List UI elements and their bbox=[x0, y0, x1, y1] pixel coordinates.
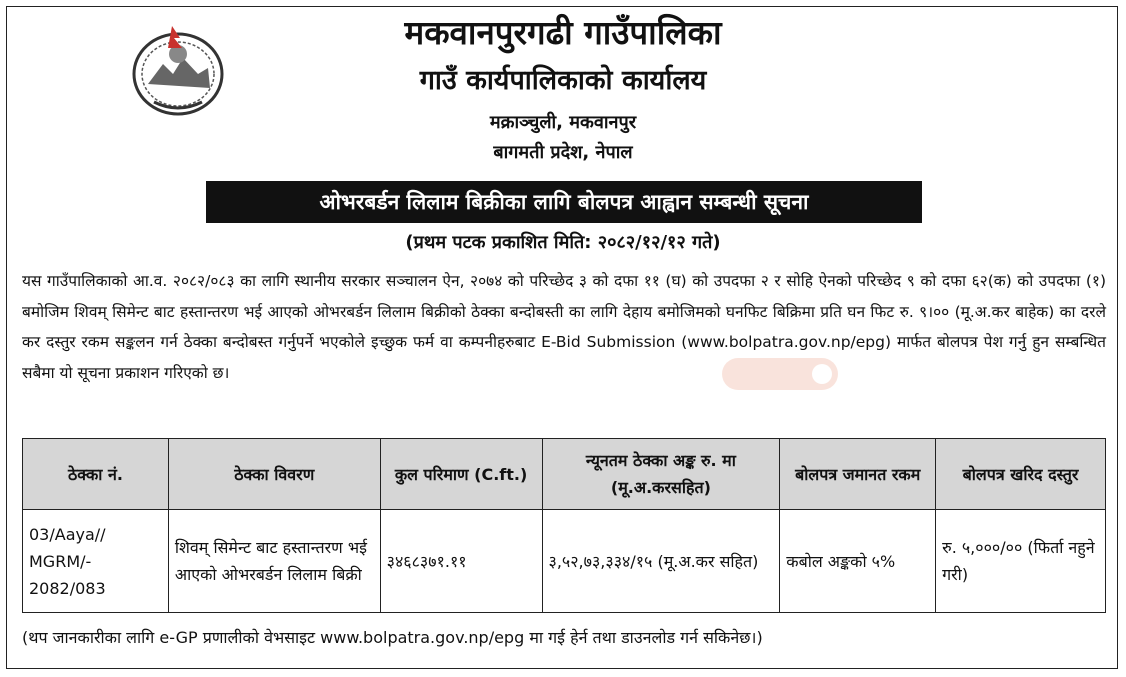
address-line-2: बागमती प्रदेश, नेपाल bbox=[493, 142, 633, 163]
cell-bid-fee: रु. ५,०००/०० (फिर्ता नहुने गरी) bbox=[936, 510, 1106, 613]
cell-contract-no: 03/Aaya// MGRM/- 2082/083 bbox=[23, 510, 169, 613]
office-title: गाउँ कार्यपालिकाको कार्यालय bbox=[419, 65, 707, 96]
footnote: (थप जानकारीका लागि e-GP प्रणालीको वेभसाइट www.bolpatra.gov.np/epg मा गई हेर्न तथा डाउनलोड गर्न सकिनेछ।) bbox=[22, 628, 763, 647]
notice-heading-banner: ओभरबर्डन लिलाम बिक्रीका लागि बोलपत्र आह्वान सम्बन्धी सूचना bbox=[206, 181, 922, 223]
watermark-logo-icon bbox=[720, 352, 840, 396]
header-contract-no: ठेक्का नं. bbox=[23, 439, 169, 510]
cell-bid-security: कबोल अङ्कको ५% bbox=[780, 510, 936, 613]
tender-table bbox=[22, 438, 1106, 613]
cell-description: शिवम् सिमेन्ट बाट हस्तान्तरण भई आएको ओभरबर्डन लिलाम बिक्री bbox=[168, 510, 380, 613]
header-bid-security: बोलपत्र जमानत रकम bbox=[780, 439, 936, 510]
header-total-quantity: कुल परिमाण (C.ft.) bbox=[380, 439, 542, 510]
header-minimum-amount: न्यूनतम ठेक्का अङ्क रु. मा (मू.अ.करसहित) bbox=[542, 439, 780, 510]
table-row bbox=[23, 510, 1106, 613]
notice-body: यस गाउँपालिकाको आ.व. २०८२/०८३ का लागि स्थानीय सरकार सञ्चालन ऐन, २०७४ को परिच्छेद ३ को दफा ११ (घ) को उपदफा २ र सोहि ऐनको परिच्छेद ९ को दफा ६२(क) को उपदफा (१) बमोजिम शिवम् सिमेन्ट बाट हस्तान्तरण भई आएको ओभरबर्डन लिलाम बिक्रीको ठेक्का बन्दोबस्ती का लागि देहाय बमोजिमको घनफिट बिक्रिमा प्रति घन फिट रु. ९।०० (मू.अ.कर बाहेक) का दरले कर दस्तुर रकम सङ्कलन गर्न ठेक्का बन्दोबस्त गर्नुपर्ने भएकोले इच्छुक फर्म वा कम्पनीहरुबाट E-Bid Submission (www.bolpatra.gov.np/epg) मार्फत बोलपत्र पेश गर्नु हुन सम्बन्धित सबैमा यो सूचना प्रकाशन गरिएको छ। bbox=[22, 272, 1106, 382]
header-bid-fee: बोलपत्र खरिद दस्तुर bbox=[936, 439, 1106, 510]
municipality-title: मकवानपुरगढी गाउँपालिका bbox=[404, 13, 722, 52]
cell-total-quantity: ३४६८३७१.११ bbox=[380, 510, 542, 613]
table-header-row bbox=[23, 439, 1106, 510]
cell-minimum-amount: ३,५२,७३,३३४/१५ (मू.अ.कर सहित) bbox=[542, 510, 780, 613]
published-date: (प्रथम पटक प्रकाशित मिति: २०८२/१२/१२ गते) bbox=[405, 232, 721, 253]
header-description: ठेक्का विवरण bbox=[168, 439, 380, 510]
address-line-1: मक्राञ्चुली, मकवानपुर bbox=[489, 112, 637, 133]
